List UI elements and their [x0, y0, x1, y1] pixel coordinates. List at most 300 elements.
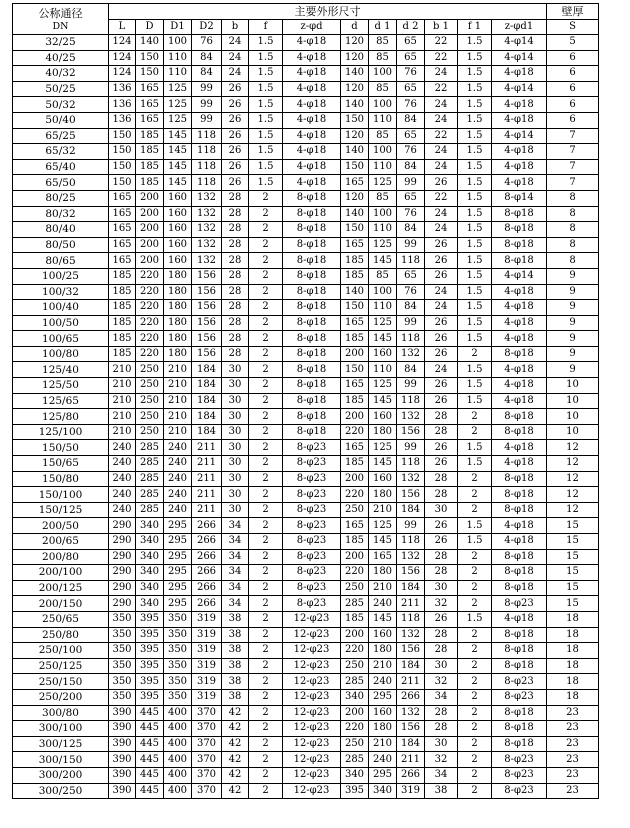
header-row-top — [13, 4, 599, 20]
table-cell: 2 — [458, 502, 492, 518]
table-cell: 1.5 — [458, 268, 492, 284]
cell-dn: 40/25 — [13, 50, 109, 66]
col-header: L — [109, 20, 136, 35]
table-row — [13, 736, 599, 752]
table-cell: 110 — [369, 300, 397, 316]
table-cell: 26 — [425, 440, 458, 456]
table-row — [13, 752, 599, 768]
table-cell: 26 — [425, 331, 458, 347]
table-cell: 24 — [425, 362, 458, 378]
table-cell: 319 — [192, 689, 222, 705]
cell-dn: 300/100 — [13, 721, 109, 737]
table-cell: 76 — [397, 284, 425, 300]
table-cell: 4-φ18 — [283, 175, 341, 191]
table-cell: 185 — [109, 300, 136, 316]
table-cell: 23 — [547, 767, 599, 783]
table-cell: 26 — [425, 611, 458, 627]
table-cell: 8-φ18 — [283, 300, 341, 316]
table-cell: 8-φ23 — [492, 689, 547, 705]
table-cell: 6 — [547, 50, 599, 66]
table-cell: 220 — [341, 721, 369, 737]
spec-table-container — [12, 3, 599, 799]
cell-dn: 200/125 — [13, 580, 109, 596]
table-cell: 211 — [192, 502, 222, 518]
table-cell: 8-φ23 — [283, 440, 341, 456]
cell-dn: 80/65 — [13, 253, 109, 269]
table-cell: 220 — [136, 331, 164, 347]
table-cell: 2 — [249, 268, 283, 284]
table-cell: 165 — [136, 97, 164, 113]
cell-dn: 150/65 — [13, 456, 109, 472]
table-row — [13, 471, 599, 487]
table-cell: 120 — [341, 190, 369, 206]
table-cell: 290 — [109, 534, 136, 550]
table-cell: 8-φ18 — [283, 362, 341, 378]
table-cell: 156 — [192, 268, 222, 284]
table-cell: 156 — [397, 565, 425, 581]
table-cell: 150 — [109, 144, 136, 160]
table-cell: 184 — [192, 424, 222, 440]
table-cell: 150 — [136, 66, 164, 82]
table-cell: 125 — [369, 175, 397, 191]
table-cell: 200 — [341, 346, 369, 362]
table-cell: 1.5 — [458, 222, 492, 238]
table-cell: 445 — [136, 767, 164, 783]
table-row — [13, 393, 599, 409]
table-cell: 120 — [341, 35, 369, 51]
table-row — [13, 144, 599, 160]
table-cell: 1.5 — [458, 97, 492, 113]
table-cell: 8-φ23 — [492, 783, 547, 799]
table-cell: 100 — [369, 144, 397, 160]
table-cell: 8-φ18 — [283, 346, 341, 362]
table-cell: 145 — [369, 611, 397, 627]
table-cell: 26 — [425, 534, 458, 550]
table-cell: 400 — [164, 752, 192, 768]
table-cell: 18 — [547, 674, 599, 690]
table-cell: 160 — [369, 409, 397, 425]
table-cell: 370 — [192, 767, 222, 783]
table-cell: 18 — [547, 627, 599, 643]
table-row — [13, 50, 599, 66]
table-cell: 4-φ18 — [283, 97, 341, 113]
table-cell: 8-φ18 — [283, 206, 341, 222]
table-cell: 2 — [249, 424, 283, 440]
table-cell: 8-φ23 — [283, 456, 341, 472]
table-cell: 28 — [425, 565, 458, 581]
table-cell: 390 — [109, 783, 136, 799]
table-cell: 136 — [109, 112, 136, 128]
table-cell: 211 — [397, 596, 425, 612]
table-cell: 220 — [136, 300, 164, 316]
dimension-table — [12, 3, 599, 799]
table-cell: 4-φ18 — [283, 50, 341, 66]
table-cell: 8-φ23 — [492, 767, 547, 783]
table-cell: 250 — [341, 658, 369, 674]
table-cell: 4-φ18 — [283, 128, 341, 144]
table-cell: 30 — [222, 378, 249, 394]
table-cell: 42 — [222, 736, 249, 752]
table-cell: 1.5 — [458, 393, 492, 409]
table-cell: 23 — [547, 705, 599, 721]
table-row — [13, 674, 599, 690]
table-cell: 30 — [222, 502, 249, 518]
table-cell: 28 — [425, 409, 458, 425]
cell-dn: 80/40 — [13, 222, 109, 238]
table-cell: 12 — [547, 456, 599, 472]
table-cell: 150 — [341, 222, 369, 238]
table-cell: 2 — [458, 752, 492, 768]
table-cell: 1.5 — [458, 440, 492, 456]
table-cell: 2 — [249, 378, 283, 394]
table-cell: 118 — [192, 175, 222, 191]
table-cell: 4-φ18 — [492, 440, 547, 456]
table-cell: 8-φ18 — [283, 190, 341, 206]
table-cell: 220 — [341, 565, 369, 581]
table-cell: 2 — [249, 471, 283, 487]
table-cell: 4-φ18 — [492, 331, 547, 347]
cell-dn: 100/40 — [13, 300, 109, 316]
table-cell: 319 — [192, 643, 222, 659]
table-cell: 99 — [192, 97, 222, 113]
table-cell: 8-φ18 — [492, 424, 547, 440]
table-cell: 2 — [458, 643, 492, 659]
table-cell: 160 — [164, 206, 192, 222]
table-cell: 84 — [192, 66, 222, 82]
table-row — [13, 268, 599, 284]
table-row — [13, 643, 599, 659]
table-cell: 2 — [458, 705, 492, 721]
table-cell: 132 — [192, 222, 222, 238]
table-cell: 250 — [136, 424, 164, 440]
table-cell: 395 — [136, 689, 164, 705]
table-cell: 2 — [458, 767, 492, 783]
table-cell: 2 — [249, 565, 283, 581]
table-cell: 26 — [222, 128, 249, 144]
col-header: D — [136, 20, 164, 35]
table-cell: 319 — [192, 627, 222, 643]
table-cell: 38 — [222, 674, 249, 690]
table-cell: 1.5 — [458, 456, 492, 472]
table-row — [13, 783, 599, 799]
table-cell: 285 — [341, 596, 369, 612]
table-cell: 28 — [425, 643, 458, 659]
table-cell: 136 — [109, 81, 136, 97]
table-cell: 28 — [222, 237, 249, 253]
table-row — [13, 362, 599, 378]
table-cell: 185 — [341, 611, 369, 627]
table-cell: 28 — [222, 331, 249, 347]
table-cell: 34 — [222, 549, 249, 565]
table-cell: 290 — [109, 565, 136, 581]
table-cell: 220 — [136, 284, 164, 300]
table-cell: 100 — [164, 35, 192, 51]
table-cell: 400 — [164, 736, 192, 752]
table-cell: 1.5 — [458, 35, 492, 51]
table-cell: 6 — [547, 81, 599, 97]
table-cell: 32 — [425, 674, 458, 690]
table-cell: 210 — [109, 409, 136, 425]
table-cell: 185 — [109, 284, 136, 300]
table-cell: 390 — [109, 736, 136, 752]
table-cell: 42 — [222, 721, 249, 737]
table-cell: 350 — [164, 611, 192, 627]
table-cell: 8-φ23 — [283, 565, 341, 581]
table-cell: 28 — [425, 471, 458, 487]
table-cell: 28 — [222, 206, 249, 222]
table-cell: 28 — [425, 627, 458, 643]
table-cell: 140 — [341, 284, 369, 300]
table-cell: 2 — [249, 627, 283, 643]
table-cell: 4-φ14 — [492, 268, 547, 284]
table-cell: 266 — [192, 565, 222, 581]
table-cell: 165 — [109, 206, 136, 222]
table-cell: 395 — [341, 783, 369, 799]
table-cell: 240 — [109, 487, 136, 503]
table-cell: 8-φ18 — [283, 237, 341, 253]
cell-dn: 80/32 — [13, 206, 109, 222]
cell-dn: 250/150 — [13, 674, 109, 690]
table-row — [13, 440, 599, 456]
table-cell: 26 — [425, 378, 458, 394]
table-cell: 26 — [425, 253, 458, 269]
table-cell: 266 — [192, 596, 222, 612]
table-cell: 165 — [109, 237, 136, 253]
col-header: d 1 — [369, 20, 397, 35]
table-cell: 4-φ18 — [492, 159, 547, 175]
table-cell: 84 — [192, 50, 222, 66]
col-header: f — [249, 20, 283, 35]
table-cell: 110 — [164, 66, 192, 82]
cell-dn: 40/32 — [13, 66, 109, 82]
table-cell: 9 — [547, 268, 599, 284]
table-cell: 350 — [164, 658, 192, 674]
table-cell: 26 — [425, 237, 458, 253]
table-row — [13, 346, 599, 362]
table-cell: 350 — [109, 674, 136, 690]
table-cell: 9 — [547, 315, 599, 331]
table-cell: 15 — [547, 518, 599, 534]
table-cell: 1.5 — [458, 159, 492, 175]
table-cell: 136 — [109, 97, 136, 113]
table-cell: 180 — [369, 643, 397, 659]
table-cell: 319 — [397, 783, 425, 799]
table-cell: 4-φ18 — [492, 97, 547, 113]
table-cell: 184 — [397, 658, 425, 674]
table-cell: 165 — [109, 253, 136, 269]
table-cell: 185 — [109, 315, 136, 331]
table-cell: 200 — [341, 627, 369, 643]
table-cell: 1.5 — [249, 159, 283, 175]
table-cell: 4-φ18 — [283, 66, 341, 82]
table-cell: 65 — [397, 50, 425, 66]
table-cell: 4-φ18 — [283, 112, 341, 128]
table-cell: 240 — [164, 456, 192, 472]
table-row — [13, 237, 599, 253]
table-cell: 38 — [222, 643, 249, 659]
table-cell: 84 — [397, 362, 425, 378]
table-cell: 2 — [458, 736, 492, 752]
table-cell: 4-φ18 — [283, 159, 341, 175]
table-row — [13, 97, 599, 113]
table-cell: 4-φ18 — [492, 112, 547, 128]
table-row — [13, 206, 599, 222]
cell-dn: 200/80 — [13, 549, 109, 565]
table-cell: 34 — [425, 689, 458, 705]
table-cell: 125 — [369, 315, 397, 331]
table-cell: 24 — [425, 300, 458, 316]
table-cell: 120 — [341, 50, 369, 66]
table-cell: 125 — [369, 440, 397, 456]
table-cell: 99 — [192, 81, 222, 97]
table-cell: 210 — [109, 378, 136, 394]
table-cell: 8 — [547, 253, 599, 269]
table-cell: 26 — [425, 393, 458, 409]
table-cell: 156 — [397, 424, 425, 440]
table-cell: 4-φ14 — [492, 50, 547, 66]
table-cell: 160 — [369, 346, 397, 362]
table-cell: 156 — [397, 487, 425, 503]
col-header: b — [222, 20, 249, 35]
table-cell: 165 — [109, 222, 136, 238]
cell-dn: 300/125 — [13, 736, 109, 752]
table-cell: 1.5 — [249, 97, 283, 113]
table-cell: 26 — [425, 518, 458, 534]
table-cell: 200 — [341, 549, 369, 565]
table-cell: 295 — [369, 689, 397, 705]
table-cell: 200 — [136, 237, 164, 253]
table-cell: 85 — [369, 81, 397, 97]
table-cell: 2 — [249, 502, 283, 518]
table-cell: 1.5 — [249, 50, 283, 66]
table-cell: 165 — [136, 81, 164, 97]
table-row — [13, 112, 599, 128]
table-cell: 100 — [369, 97, 397, 113]
table-cell: 8-φ18 — [492, 549, 547, 565]
table-cell: 99 — [397, 378, 425, 394]
table-cell: 32 — [425, 752, 458, 768]
table-cell: 18 — [547, 658, 599, 674]
table-cell: 4-φ18 — [492, 315, 547, 331]
table-cell: 1.5 — [249, 35, 283, 51]
table-row — [13, 456, 599, 472]
table-cell: 132 — [192, 190, 222, 206]
table-cell: 8-φ18 — [492, 253, 547, 269]
table-cell: 124 — [109, 66, 136, 82]
table-cell: 290 — [109, 596, 136, 612]
table-cell: 370 — [192, 736, 222, 752]
table-cell: 28 — [425, 549, 458, 565]
table-cell: 8-φ18 — [492, 627, 547, 643]
header-main-dimensions: 主要外形尺寸 — [109, 4, 547, 20]
cell-dn: 100/25 — [13, 268, 109, 284]
table-cell: 12-φ23 — [283, 705, 341, 721]
table-cell: 8-φ18 — [492, 736, 547, 752]
table-cell: 132 — [192, 206, 222, 222]
table-cell: 285 — [341, 752, 369, 768]
table-cell: 8 — [547, 190, 599, 206]
table-cell: 370 — [192, 721, 222, 737]
table-cell: 118 — [192, 144, 222, 160]
table-row — [13, 705, 599, 721]
table-cell: 1.5 — [458, 112, 492, 128]
table-row — [13, 35, 599, 51]
table-row — [13, 627, 599, 643]
table-cell: 2 — [249, 580, 283, 596]
table-cell: 1.5 — [458, 81, 492, 97]
table-cell: 180 — [369, 424, 397, 440]
table-cell: 34 — [425, 767, 458, 783]
table-cell: 250 — [136, 393, 164, 409]
table-cell: 8-φ18 — [492, 580, 547, 596]
table-cell: 400 — [164, 783, 192, 799]
cell-dn: 80/25 — [13, 190, 109, 206]
table-cell: 160 — [164, 237, 192, 253]
table-cell: 4-φ18 — [492, 518, 547, 534]
table-cell: 295 — [164, 596, 192, 612]
table-row — [13, 315, 599, 331]
table-cell: 1.5 — [458, 237, 492, 253]
table-cell: 2 — [458, 674, 492, 690]
table-cell: 9 — [547, 331, 599, 347]
table-cell: 34 — [222, 580, 249, 596]
table-cell: 65 — [397, 268, 425, 284]
table-cell: 160 — [164, 222, 192, 238]
table-cell: 26 — [425, 315, 458, 331]
table-cell: 8-φ18 — [492, 471, 547, 487]
table-cell: 34 — [222, 565, 249, 581]
table-cell: 26 — [425, 346, 458, 362]
cell-dn: 300/200 — [13, 767, 109, 783]
table-cell: 12 — [547, 502, 599, 518]
table-cell: 38 — [222, 611, 249, 627]
table-cell: 26 — [425, 175, 458, 191]
cell-dn: 65/25 — [13, 128, 109, 144]
table-cell: 340 — [369, 783, 397, 799]
table-cell: 184 — [397, 736, 425, 752]
table-cell: 10 — [547, 378, 599, 394]
table-cell: 145 — [164, 144, 192, 160]
col-header: b 1 — [425, 20, 458, 35]
table-cell: 295 — [164, 518, 192, 534]
table-cell: 250 — [341, 502, 369, 518]
table-cell: 400 — [164, 705, 192, 721]
table-cell: 30 — [222, 471, 249, 487]
table-cell: 2 — [249, 440, 283, 456]
table-cell: 2 — [458, 721, 492, 737]
table-cell: 8-φ18 — [492, 658, 547, 674]
table-cell: 211 — [397, 674, 425, 690]
header-dn-sub: DN — [52, 20, 69, 32]
table-cell: 220 — [136, 315, 164, 331]
table-cell: 26 — [222, 144, 249, 160]
table-cell: 6 — [547, 97, 599, 113]
table-cell: 7 — [547, 128, 599, 144]
table-cell: 85 — [369, 268, 397, 284]
table-cell: 132 — [397, 409, 425, 425]
table-cell: 2 — [458, 689, 492, 705]
table-cell: 8-φ18 — [283, 253, 341, 269]
table-cell: 240 — [164, 471, 192, 487]
table-cell: 15 — [547, 596, 599, 612]
table-cell: 2 — [249, 456, 283, 472]
table-cell: 285 — [136, 456, 164, 472]
table-cell: 2 — [249, 346, 283, 362]
table-cell: 12-φ23 — [283, 736, 341, 752]
table-cell: 84 — [397, 112, 425, 128]
table-cell: 145 — [369, 331, 397, 347]
table-cell: 99 — [397, 315, 425, 331]
